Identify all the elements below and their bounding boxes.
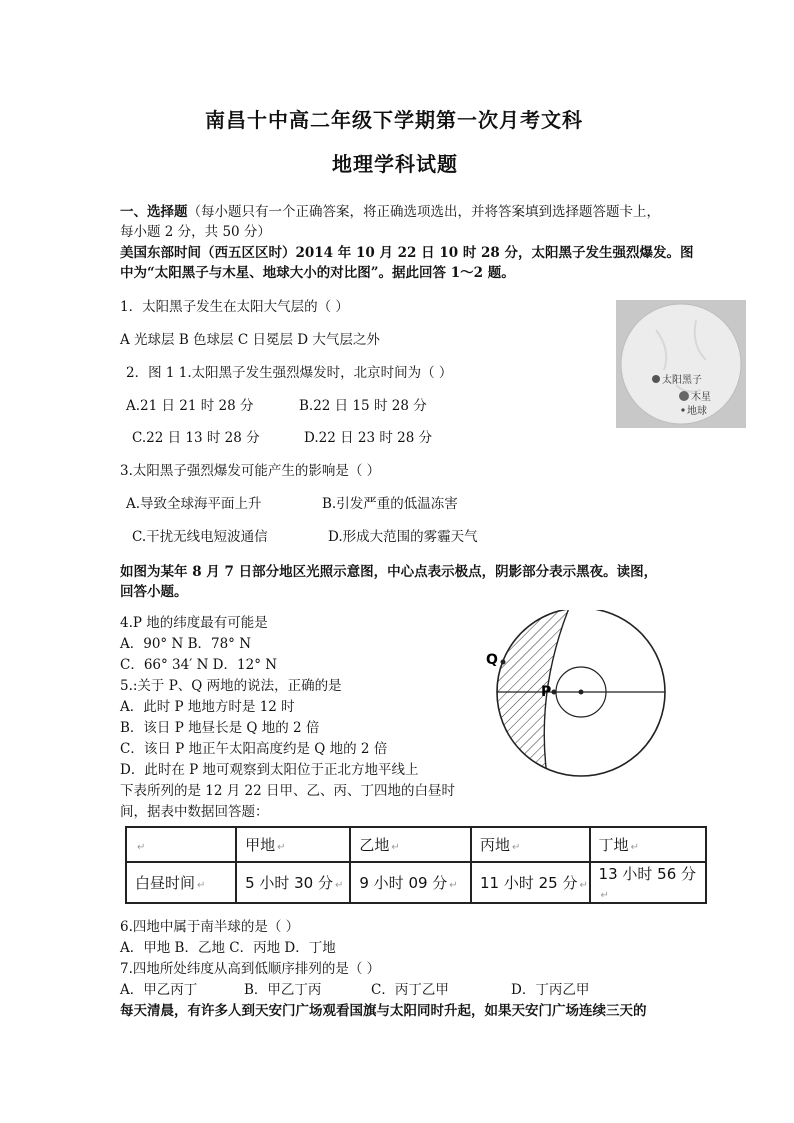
question-4-options-line1: A．90° N B．78° N: [120, 636, 252, 652]
page-subtitle: 地理学科试题: [332, 152, 458, 176]
table-row: [126, 862, 706, 903]
table-row-label: 白昼时间 ↵: [126, 862, 236, 903]
table-row: [126, 827, 706, 862]
question-3-option-b: B.引发严重的低温冻害: [322, 496, 458, 512]
question-5-option-a: A．此时 P 地地方时是 12 时: [120, 699, 295, 715]
polar-illumination-diagram: [480, 610, 675, 790]
section-heading: [120, 202, 660, 222]
passage-2-line2: 回答小题。: [120, 584, 188, 600]
question-7-option-c: C．丙丁乙甲: [371, 982, 449, 998]
question-5-option-b: B．该日 P 地昼长是 Q 地的 2 倍: [120, 720, 320, 736]
passage-3-line2: 间，据表中数据回答题：: [120, 804, 269, 820]
section-instruction-line2: 每小题 2 分，共 50 分）: [120, 224, 271, 240]
question-5-stem: 5.:关于 P、Q 两地的说法，正确的是: [120, 678, 342, 694]
question-3-option-d: D.形成大范围的雾霾天气: [328, 529, 478, 545]
table-header-cell: ↵: [126, 827, 236, 862]
table-cell: 13 小时 56 分↵: [590, 862, 706, 903]
question-7-option-a: A．甲乙丙丁: [120, 982, 198, 998]
label-jupiter: 木星: [691, 392, 711, 403]
table-header-cell: 乙地 ↵: [350, 827, 471, 862]
label-q: Q: [486, 652, 498, 668]
question-5-option-d: D．此时在 P 地可观察到太阳位于正北方地平线上: [120, 762, 419, 778]
question-1-options: A 光球层 B 色球层 C 日冕层 D 大气层之外: [120, 332, 380, 348]
table-header-cell: 丁地 ↵: [590, 827, 706, 862]
passage-4-line1: 每天清晨，有许多人到天安门广场观看国旗与太阳同时升起，如果天安门广场连续三天的: [120, 1003, 647, 1019]
question-7-stem: 7.四地所处纬度从高到低顺序排列的是（ ）: [120, 961, 381, 977]
question-2-option-a: A.21 日 21 时 28 分: [126, 398, 254, 414]
section-instruction: （每小题只有一个正确答案，将正确选项选出，并将答案填到选择题答题卡上，: [187, 204, 660, 220]
question-2-stem: 2．图 1 1.太阳黑子发生强烈爆发时，北京时间为（ ）: [126, 365, 453, 381]
question-6-options: A．甲地 B．乙地 C．丙地 D．丁地: [120, 940, 336, 956]
passage-1-line2: 中为“太阳黑子与木星、地球大小的对比图”。据此回答 1～2 题。: [120, 265, 515, 281]
daylight-table: [125, 826, 707, 904]
label-p: P: [541, 684, 552, 700]
table-cell: 9 小时 09 分 ↵: [350, 862, 471, 903]
table-header-cell: 丙地 ↵: [471, 827, 590, 862]
sunspot-comparison-figure: [616, 300, 746, 428]
table-cell: 5 小时 30 分 ↵: [236, 862, 350, 903]
question-3-stem: 3.太阳黑子强烈爆发可能产生的影响是（ ）: [120, 463, 381, 479]
label-sunspot: 太阳黑子: [662, 375, 702, 386]
passage-2-line1: 如图为某年 8 月 7 日部分地区光照示意图，中心点表示极点，阴影部分表示黑夜。读图，: [120, 564, 658, 580]
question-7-option-d: D．丁丙乙甲: [511, 982, 590, 998]
section-heading-label: 一、选择题: [120, 204, 188, 220]
question-4-stem: 4.P 地的纬度最有可能是: [120, 615, 268, 631]
question-1-stem: 1．太阳黑子发生在太阳大气层的（ ）: [120, 299, 349, 315]
label-earth: 地球: [687, 406, 707, 417]
passage-1-line1: 美国东部时间（西五区区时）2014 年 10 月 22 日 10 时 28 分，太阳黑子发生强烈爆发。图: [120, 245, 694, 261]
question-3-option-a: A.导致全球海平面上升: [126, 496, 262, 512]
passage-3-line1: 下表所列的是 12 月 22 日甲、乙、丙、丁四地的白昼时: [120, 783, 456, 799]
question-2-option-b: B.22 日 15 时 28 分: [299, 398, 427, 414]
question-4-options-line2: C．66° 34′ N D．12° N: [120, 657, 278, 673]
question-5-option-c: C．该日 P 地正午太阳高度约是 Q 地的 2 倍: [120, 741, 388, 757]
table-cell: 11 小时 25 分 ↵: [471, 862, 590, 903]
table-header-cell: 甲地 ↵: [236, 827, 350, 862]
page-title: 南昌十中高二年级下学期第一次月考文科: [205, 108, 583, 132]
question-2-option-d: D.22 日 23 时 28 分: [304, 430, 433, 446]
question-3-option-c: C.干扰无线电短波通信: [132, 529, 268, 545]
question-7-option-b: B．甲乙丁丙: [244, 982, 322, 998]
question-2-option-c: C.22 日 13 时 28 分: [132, 430, 260, 446]
question-6-stem: 6.四地中属于南半球的是（ ）: [120, 919, 300, 935]
